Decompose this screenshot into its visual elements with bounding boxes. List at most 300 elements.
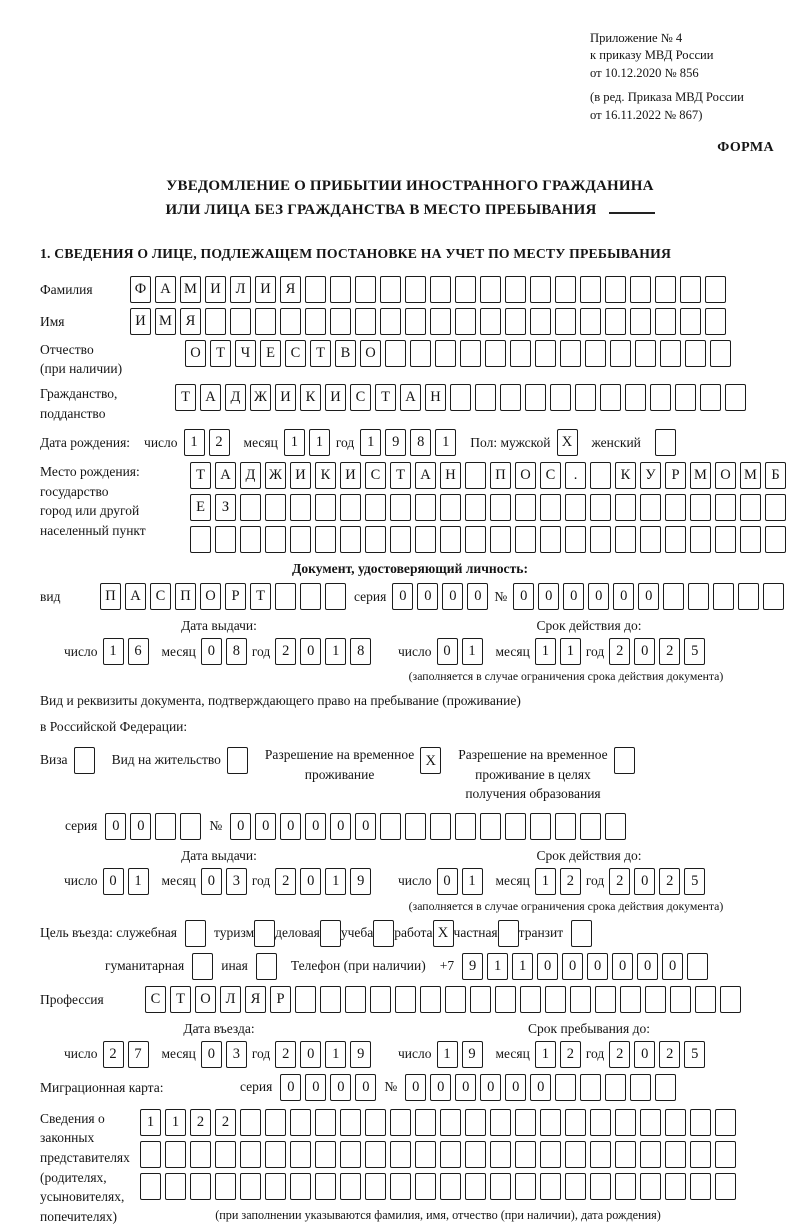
char-cell[interactable] (390, 494, 411, 521)
char-cell[interactable]: 0 (612, 953, 633, 980)
char-cell[interactable] (280, 308, 301, 335)
char-cell[interactable]: 7 (128, 1041, 149, 1068)
char-cell[interactable]: 1 (512, 953, 533, 980)
char-cell[interactable]: 1 (535, 638, 556, 665)
char-cell[interactable]: З (215, 494, 236, 521)
char-cell[interactable] (525, 384, 546, 411)
char-cell[interactable]: 0 (562, 953, 583, 980)
char-cell[interactable] (690, 1109, 711, 1136)
char-cell[interactable]: 0 (300, 638, 321, 665)
char-cell[interactable] (490, 1173, 511, 1200)
char-cell[interactable] (515, 526, 536, 553)
char-cell[interactable]: П (100, 583, 121, 610)
char-cell[interactable] (415, 1141, 436, 1168)
char-cell[interactable] (645, 986, 666, 1013)
char-cell[interactable]: Л (220, 986, 241, 1013)
char-cell[interactable] (663, 583, 684, 610)
char-cell[interactable] (440, 526, 461, 553)
char-cell[interactable]: 3 (226, 868, 247, 895)
char-cell[interactable] (655, 276, 676, 303)
char-cell[interactable] (565, 1109, 586, 1136)
char-cell[interactable] (240, 1173, 261, 1200)
char-cell[interactable] (540, 1109, 561, 1136)
char-cell[interactable] (475, 384, 496, 411)
char-cell[interactable] (610, 340, 631, 367)
char-cell[interactable]: 0 (330, 813, 351, 840)
char-cell[interactable]: О (515, 462, 536, 489)
char-cell[interactable]: 0 (467, 583, 488, 610)
char-cell[interactable]: 0 (538, 583, 559, 610)
char-cell[interactable] (590, 1141, 611, 1168)
char-cell[interactable] (635, 340, 656, 367)
char-cell[interactable] (695, 986, 716, 1013)
char-cell[interactable] (585, 340, 606, 367)
char-cell[interactable]: 1 (103, 638, 124, 665)
char-cell[interactable] (440, 1109, 461, 1136)
char-cell[interactable] (555, 308, 576, 335)
char-cell[interactable] (655, 1074, 676, 1101)
char-cell[interactable] (480, 276, 501, 303)
char-cell[interactable]: 1 (325, 1041, 346, 1068)
char-cell[interactable] (685, 340, 706, 367)
char-cell[interactable] (765, 494, 786, 521)
char-cell[interactable] (520, 986, 541, 1013)
char-cell[interactable]: Н (425, 384, 446, 411)
char-cell[interactable] (615, 526, 636, 553)
char-cell[interactable] (205, 308, 226, 335)
char-cell[interactable]: С (150, 583, 171, 610)
char-cell[interactable]: 0 (437, 868, 458, 895)
char-cell[interactable]: 0 (255, 813, 276, 840)
char-cell[interactable] (565, 494, 586, 521)
char-cell[interactable] (665, 494, 686, 521)
char-cell[interactable] (590, 1173, 611, 1200)
char-cell[interactable] (715, 494, 736, 521)
char-cell[interactable] (605, 1074, 626, 1101)
char-cell[interactable] (330, 276, 351, 303)
char-cell[interactable]: М (690, 462, 711, 489)
char-cell[interactable]: 1 (437, 1041, 458, 1068)
char-cell[interactable]: 2 (609, 868, 630, 895)
char-cell[interactable]: Е (190, 494, 211, 521)
char-cell[interactable] (215, 1141, 236, 1168)
char-cell[interactable] (665, 1173, 686, 1200)
char-cell[interactable] (490, 526, 511, 553)
char-cell[interactable] (710, 340, 731, 367)
char-cell[interactable] (605, 813, 626, 840)
char-cell[interactable]: 0 (662, 953, 683, 980)
char-cell[interactable]: 0 (442, 583, 463, 610)
char-cell[interactable]: 0 (330, 1074, 351, 1101)
char-cell[interactable] (365, 1173, 386, 1200)
char-cell[interactable]: 2 (560, 1041, 581, 1068)
char-cell[interactable] (615, 494, 636, 521)
char-cell[interactable]: 2 (609, 1041, 630, 1068)
char-cell[interactable]: О (360, 340, 381, 367)
char-cell[interactable] (290, 1173, 311, 1200)
char-cell[interactable]: 2 (275, 868, 296, 895)
char-cell[interactable]: 2 (190, 1109, 211, 1136)
char-cell[interactable]: Ж (250, 384, 271, 411)
char-cell[interactable]: М (740, 462, 761, 489)
char-cell[interactable] (240, 1141, 261, 1168)
char-cell[interactable]: П (175, 583, 196, 610)
char-cell[interactable]: 0 (480, 1074, 501, 1101)
char-cell[interactable] (715, 1173, 736, 1200)
char-cell[interactable]: 2 (103, 1041, 124, 1068)
char-cell[interactable] (650, 384, 671, 411)
char-cell[interactable]: 0 (513, 583, 534, 610)
char-cell[interactable] (240, 526, 261, 553)
char-cell[interactable] (465, 526, 486, 553)
char-cell[interactable]: 1 (360, 429, 381, 456)
char-cell[interactable]: А (400, 384, 421, 411)
char-cell[interactable]: 2 (659, 638, 680, 665)
char-cell[interactable] (615, 1109, 636, 1136)
char-cell[interactable] (415, 494, 436, 521)
char-cell[interactable]: Т (210, 340, 231, 367)
char-cell[interactable]: 1 (535, 1041, 556, 1068)
char-cell[interactable] (690, 1173, 711, 1200)
char-cell[interactable] (290, 526, 311, 553)
char-cell[interactable] (625, 384, 646, 411)
transit-checkbox[interactable] (571, 920, 592, 947)
char-cell[interactable] (315, 1173, 336, 1200)
char-cell[interactable] (345, 986, 366, 1013)
tourism-checkbox[interactable] (254, 920, 275, 947)
char-cell[interactable] (600, 384, 621, 411)
char-cell[interactable] (705, 308, 726, 335)
char-cell[interactable] (540, 1141, 561, 1168)
work-checkbox[interactable]: X (433, 920, 454, 947)
char-cell[interactable] (265, 494, 286, 521)
char-cell[interactable] (390, 1109, 411, 1136)
char-cell[interactable] (665, 1109, 686, 1136)
char-cell[interactable]: 2 (560, 868, 581, 895)
char-cell[interactable] (505, 276, 526, 303)
char-cell[interactable]: Д (225, 384, 246, 411)
char-cell[interactable] (680, 308, 701, 335)
char-cell[interactable] (340, 1141, 361, 1168)
study-checkbox[interactable] (373, 920, 394, 947)
char-cell[interactable]: А (215, 462, 236, 489)
char-cell[interactable] (515, 1173, 536, 1200)
char-cell[interactable] (510, 340, 531, 367)
char-cell[interactable]: 0 (300, 1041, 321, 1068)
char-cell[interactable]: И (130, 308, 151, 335)
char-cell[interactable] (165, 1141, 186, 1168)
char-cell[interactable] (565, 1173, 586, 1200)
char-cell[interactable] (615, 1173, 636, 1200)
char-cell[interactable] (515, 1109, 536, 1136)
char-cell[interactable] (340, 526, 361, 553)
char-cell[interactable]: 1 (309, 429, 330, 456)
char-cell[interactable] (380, 276, 401, 303)
char-cell[interactable] (490, 494, 511, 521)
char-cell[interactable]: Ч (235, 340, 256, 367)
char-cell[interactable] (515, 1141, 536, 1168)
char-cell[interactable]: 5 (684, 1041, 705, 1068)
char-cell[interactable]: Т (390, 462, 411, 489)
char-cell[interactable]: Я (280, 276, 301, 303)
char-cell[interactable] (365, 494, 386, 521)
char-cell[interactable] (530, 813, 551, 840)
char-cell[interactable]: 0 (430, 1074, 451, 1101)
char-cell[interactable]: 9 (350, 868, 371, 895)
char-cell[interactable] (720, 986, 741, 1013)
char-cell[interactable] (700, 384, 721, 411)
char-cell[interactable]: 0 (280, 813, 301, 840)
char-cell[interactable] (630, 1074, 651, 1101)
char-cell[interactable] (560, 340, 581, 367)
char-cell[interactable] (265, 1109, 286, 1136)
char-cell[interactable] (575, 384, 596, 411)
char-cell[interactable]: А (415, 462, 436, 489)
char-cell[interactable] (440, 1173, 461, 1200)
char-cell[interactable] (405, 813, 426, 840)
char-cell[interactable] (305, 276, 326, 303)
char-cell[interactable]: 5 (684, 638, 705, 665)
char-cell[interactable] (255, 308, 276, 335)
sex-male-checkbox[interactable]: X (557, 429, 578, 456)
char-cell[interactable]: 0 (201, 868, 222, 895)
char-cell[interactable] (687, 953, 708, 980)
char-cell[interactable]: 1 (462, 868, 483, 895)
humanitarian-checkbox[interactable] (192, 953, 213, 980)
char-cell[interactable] (305, 308, 326, 335)
char-cell[interactable] (565, 526, 586, 553)
char-cell[interactable] (665, 526, 686, 553)
char-cell[interactable] (455, 308, 476, 335)
char-cell[interactable] (340, 1109, 361, 1136)
char-cell[interactable] (230, 308, 251, 335)
char-cell[interactable] (738, 583, 759, 610)
char-cell[interactable]: 2 (209, 429, 230, 456)
char-cell[interactable] (445, 986, 466, 1013)
char-cell[interactable]: Н (440, 462, 461, 489)
char-cell[interactable] (465, 462, 486, 489)
char-cell[interactable] (620, 986, 641, 1013)
char-cell[interactable]: Т (190, 462, 211, 489)
char-cell[interactable]: Я (245, 986, 266, 1013)
char-cell[interactable] (640, 494, 661, 521)
char-cell[interactable] (490, 1141, 511, 1168)
char-cell[interactable]: 0 (505, 1074, 526, 1101)
char-cell[interactable]: 9 (462, 953, 483, 980)
private-checkbox[interactable] (498, 920, 519, 947)
char-cell[interactable]: Т (250, 583, 271, 610)
char-cell[interactable] (190, 1141, 211, 1168)
char-cell[interactable] (763, 583, 784, 610)
char-cell[interactable] (275, 583, 296, 610)
char-cell[interactable] (240, 494, 261, 521)
char-cell[interactable] (265, 1173, 286, 1200)
char-cell[interactable] (465, 1173, 486, 1200)
char-cell[interactable]: 8 (350, 638, 371, 665)
char-cell[interactable]: К (315, 462, 336, 489)
char-cell[interactable]: 1 (140, 1109, 161, 1136)
char-cell[interactable] (505, 813, 526, 840)
char-cell[interactable]: 0 (355, 813, 376, 840)
char-cell[interactable] (165, 1173, 186, 1200)
char-cell[interactable] (705, 276, 726, 303)
char-cell[interactable] (290, 494, 311, 521)
char-cell[interactable]: Р (665, 462, 686, 489)
char-cell[interactable] (320, 986, 341, 1013)
char-cell[interactable] (410, 340, 431, 367)
char-cell[interactable] (240, 1109, 261, 1136)
char-cell[interactable]: 2 (609, 638, 630, 665)
char-cell[interactable]: 0 (201, 638, 222, 665)
char-cell[interactable] (315, 1141, 336, 1168)
char-cell[interactable] (555, 813, 576, 840)
char-cell[interactable]: А (155, 276, 176, 303)
char-cell[interactable]: 0 (634, 638, 655, 665)
char-cell[interactable] (355, 276, 376, 303)
char-cell[interactable] (395, 986, 416, 1013)
char-cell[interactable] (765, 526, 786, 553)
char-cell[interactable] (740, 494, 761, 521)
char-cell[interactable] (265, 1141, 286, 1168)
char-cell[interactable]: 0 (637, 953, 658, 980)
char-cell[interactable] (430, 276, 451, 303)
char-cell[interactable] (385, 340, 406, 367)
char-cell[interactable]: 1 (325, 868, 346, 895)
char-cell[interactable] (640, 526, 661, 553)
char-cell[interactable] (365, 526, 386, 553)
char-cell[interactable] (540, 494, 561, 521)
char-cell[interactable] (590, 462, 611, 489)
char-cell[interactable] (340, 1173, 361, 1200)
official-checkbox[interactable] (185, 920, 206, 947)
char-cell[interactable]: 2 (659, 868, 680, 895)
char-cell[interactable]: С (145, 986, 166, 1013)
char-cell[interactable] (605, 276, 626, 303)
char-cell[interactable] (390, 1173, 411, 1200)
char-cell[interactable]: 2 (659, 1041, 680, 1068)
char-cell[interactable] (545, 986, 566, 1013)
char-cell[interactable]: Р (225, 583, 246, 610)
char-cell[interactable] (530, 308, 551, 335)
char-cell[interactable] (640, 1141, 661, 1168)
char-cell[interactable] (500, 384, 521, 411)
visa-checkbox[interactable] (74, 747, 95, 774)
char-cell[interactable]: М (180, 276, 201, 303)
char-cell[interactable]: 0 (530, 1074, 551, 1101)
char-cell[interactable] (455, 813, 476, 840)
char-cell[interactable]: 0 (392, 583, 413, 610)
char-cell[interactable]: О (715, 462, 736, 489)
char-cell[interactable]: Т (310, 340, 331, 367)
char-cell[interactable]: 2 (275, 638, 296, 665)
char-cell[interactable] (580, 308, 601, 335)
char-cell[interactable] (300, 583, 321, 610)
char-cell[interactable]: 1 (128, 868, 149, 895)
char-cell[interactable]: 0 (230, 813, 251, 840)
char-cell[interactable]: 6 (128, 638, 149, 665)
char-cell[interactable] (713, 583, 734, 610)
char-cell[interactable] (540, 1173, 561, 1200)
char-cell[interactable] (715, 1109, 736, 1136)
char-cell[interactable]: 0 (587, 953, 608, 980)
char-cell[interactable]: 8 (226, 638, 247, 665)
char-cell[interactable]: 1 (535, 868, 556, 895)
char-cell[interactable]: А (125, 583, 146, 610)
char-cell[interactable] (430, 308, 451, 335)
char-cell[interactable]: О (195, 986, 216, 1013)
char-cell[interactable]: 0 (355, 1074, 376, 1101)
char-cell[interactable]: 9 (350, 1041, 371, 1068)
char-cell[interactable] (440, 1141, 461, 1168)
char-cell[interactable]: Д (240, 462, 261, 489)
char-cell[interactable]: 9 (462, 1041, 483, 1068)
char-cell[interactable]: 1 (462, 638, 483, 665)
char-cell[interactable] (615, 1141, 636, 1168)
char-cell[interactable]: 0 (613, 583, 634, 610)
char-cell[interactable]: 0 (638, 583, 659, 610)
char-cell[interactable] (190, 1173, 211, 1200)
char-cell[interactable] (535, 340, 556, 367)
char-cell[interactable]: 9 (385, 429, 406, 456)
char-cell[interactable] (390, 1141, 411, 1168)
char-cell[interactable] (725, 384, 746, 411)
char-cell[interactable] (565, 1141, 586, 1168)
char-cell[interactable]: Т (170, 986, 191, 1013)
char-cell[interactable] (190, 526, 211, 553)
char-cell[interactable]: 1 (560, 638, 581, 665)
char-cell[interactable]: Т (175, 384, 196, 411)
char-cell[interactable] (570, 986, 591, 1013)
char-cell[interactable]: П (490, 462, 511, 489)
char-cell[interactable] (480, 308, 501, 335)
char-cell[interactable]: 0 (634, 1041, 655, 1068)
char-cell[interactable] (555, 1074, 576, 1101)
char-cell[interactable] (455, 276, 476, 303)
char-cell[interactable] (515, 494, 536, 521)
char-cell[interactable]: Р (270, 986, 291, 1013)
temp-permit-checkbox[interactable]: X (420, 747, 441, 774)
char-cell[interactable]: И (290, 462, 311, 489)
char-cell[interactable] (590, 494, 611, 521)
char-cell[interactable]: К (300, 384, 321, 411)
char-cell[interactable]: 0 (305, 1074, 326, 1101)
char-cell[interactable]: 1 (325, 638, 346, 665)
temp-permit-edu-checkbox[interactable] (614, 747, 635, 774)
char-cell[interactable] (465, 1141, 486, 1168)
char-cell[interactable] (435, 340, 456, 367)
char-cell[interactable]: Ж (265, 462, 286, 489)
char-cell[interactable] (485, 340, 506, 367)
char-cell[interactable]: 1 (435, 429, 456, 456)
char-cell[interactable] (630, 276, 651, 303)
char-cell[interactable] (715, 1141, 736, 1168)
char-cell[interactable] (215, 526, 236, 553)
char-cell[interactable] (295, 986, 316, 1013)
char-cell[interactable] (595, 986, 616, 1013)
char-cell[interactable] (430, 813, 451, 840)
char-cell[interactable]: Т (375, 384, 396, 411)
char-cell[interactable] (530, 276, 551, 303)
char-cell[interactable] (415, 1173, 436, 1200)
char-cell[interactable] (740, 526, 761, 553)
char-cell[interactable] (180, 813, 201, 840)
char-cell[interactable]: С (350, 384, 371, 411)
char-cell[interactable] (315, 1109, 336, 1136)
char-cell[interactable] (380, 813, 401, 840)
char-cell[interactable] (540, 526, 561, 553)
char-cell[interactable]: 3 (226, 1041, 247, 1068)
char-cell[interactable]: 0 (305, 813, 326, 840)
